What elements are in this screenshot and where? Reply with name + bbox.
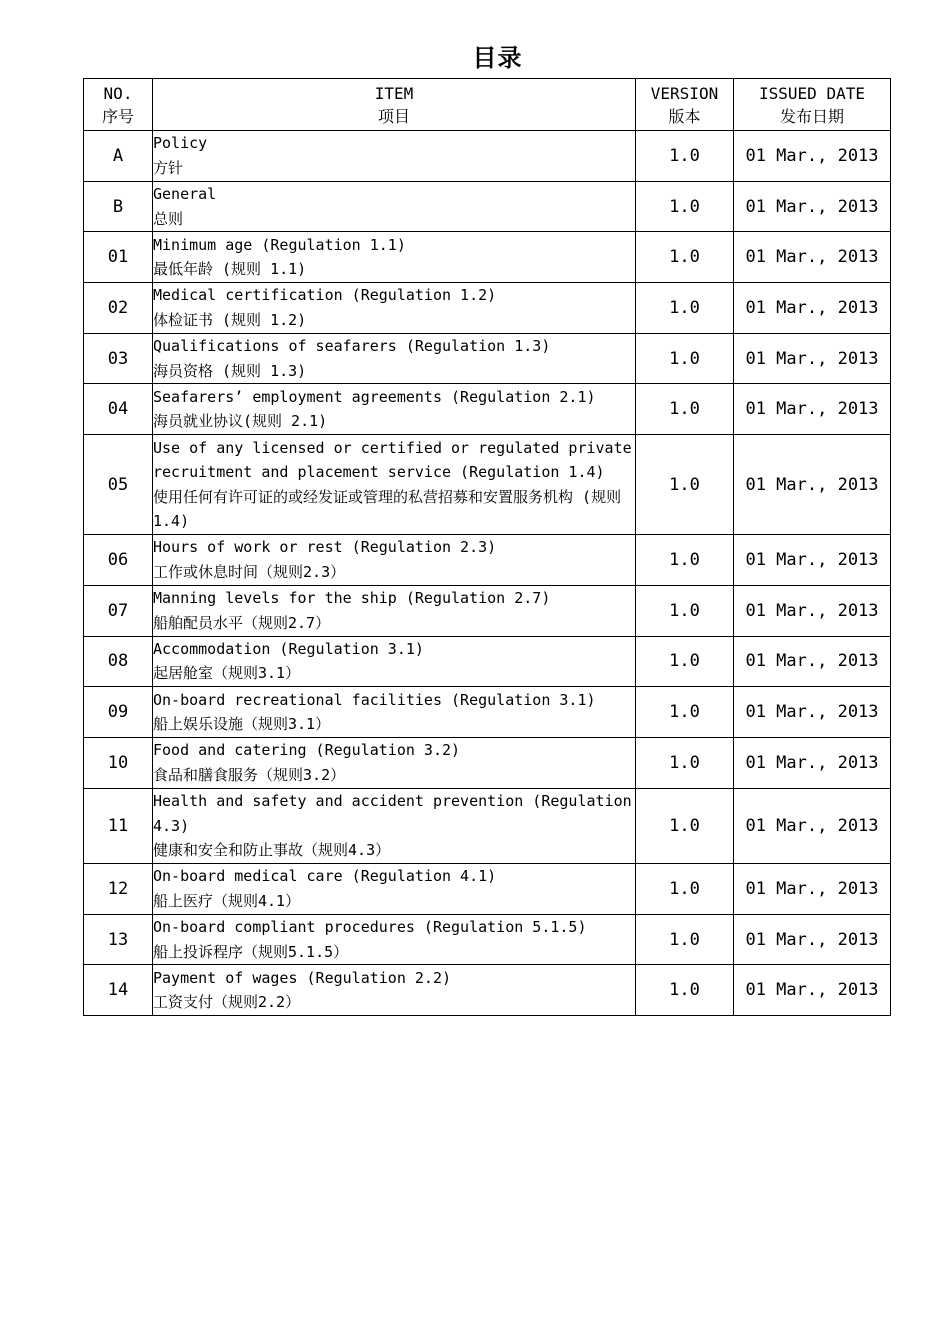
item-title-zh: 起居舱室（规则3.1）: [153, 664, 301, 683]
page-title: 目录: [472, 44, 523, 72]
item-title-zh: 船上娱乐设施（规则3.1）: [153, 715, 331, 734]
table-row: [84, 687, 891, 738]
row-number: 09: [84, 687, 153, 738]
row-issued-date: 01 Mar., 2013: [734, 283, 891, 334]
item-title-zh: 船上投诉程序（规则5.1.5）: [153, 942, 349, 961]
item-title-en: Manning levels for the ship (Regulation 2.7): [153, 589, 551, 608]
row-version: 1.0: [636, 333, 734, 384]
row-item: [153, 333, 636, 384]
item-title-zh: 体检证书 (规则 1.2): [153, 310, 307, 329]
row-issued-date: 01 Mar., 2013: [734, 585, 891, 636]
row-version: 1.0: [636, 181, 734, 232]
table-row: [84, 333, 891, 384]
row-item: [153, 283, 636, 334]
item-title-zh: 船上医疗（规则4.1）: [153, 891, 301, 910]
item-title-zh: 食品和膳食服务（规则3.2）: [153, 765, 346, 784]
row-issued-date: 01 Mar., 2013: [734, 914, 891, 965]
row-number: 06: [84, 535, 153, 586]
row-issued-date: 01 Mar., 2013: [734, 965, 891, 1016]
item-title-en: Food and catering (Regulation 3.2): [153, 741, 461, 760]
row-item: [153, 232, 636, 283]
row-item: [153, 914, 636, 965]
table-row: [84, 737, 891, 788]
row-issued-date: 01 Mar., 2013: [734, 687, 891, 738]
item-title-en: Hours of work or rest (Regulation 2.3): [153, 538, 497, 557]
row-version: 1.0: [636, 636, 734, 687]
header-version: VERSION 版本: [636, 79, 734, 131]
row-issued-date: 01 Mar., 2013: [734, 435, 891, 535]
table-row: [84, 435, 891, 535]
table-row: [84, 181, 891, 232]
row-number: 01: [84, 232, 153, 283]
table-body: [84, 131, 891, 1016]
row-number: A: [84, 131, 153, 182]
row-version: 1.0: [636, 535, 734, 586]
item-title-en: Medical certification (Regulation 1.2): [153, 286, 497, 305]
row-version: 1.0: [636, 687, 734, 738]
row-version: 1.0: [636, 914, 734, 965]
row-number: B: [84, 181, 153, 232]
row-issued-date: 01 Mar., 2013: [734, 788, 891, 864]
row-number: 13: [84, 914, 153, 965]
row-number: 07: [84, 585, 153, 636]
row-item: [153, 636, 636, 687]
item-title-en: Minimum age (Regulation 1.1): [153, 235, 406, 254]
row-version: 1.0: [636, 965, 734, 1016]
table-row: [84, 864, 891, 915]
row-issued-date: 01 Mar., 2013: [734, 131, 891, 182]
row-number: 05: [84, 435, 153, 535]
row-number: 03: [84, 333, 153, 384]
item-title-en: Payment of wages (Regulation 2.2): [153, 968, 452, 987]
item-title-zh: 使用任何有许可证的或经发证或管理的私营招募和安置服务机构 (规则 1.4): [153, 487, 631, 531]
item-title-en: Seafarers’ employment agreements (Regulation 2.1): [153, 387, 596, 406]
row-item: [153, 535, 636, 586]
row-item: [153, 687, 636, 738]
row-issued-date: 01 Mar., 2013: [734, 384, 891, 435]
item-title-en: On-board compliant procedures (Regulation 5.1.5): [153, 918, 587, 937]
item-title-zh: 海员资格 (规则 1.3): [153, 361, 307, 380]
table-row: [84, 232, 891, 283]
item-title-en: Health and safety and accident prevention (Regulation 4.3): [153, 792, 641, 835]
row-version: 1.0: [636, 864, 734, 915]
table-row: [84, 788, 891, 864]
item-title-zh: 船舶配员水平（规则2.7）: [153, 613, 331, 632]
header-no: NO. 序号: [84, 79, 153, 131]
row-issued-date: 01 Mar., 2013: [734, 864, 891, 915]
item-title-zh: 工资支付（规则2.2）: [153, 993, 301, 1012]
row-number: 08: [84, 636, 153, 687]
row-number: 12: [84, 864, 153, 915]
row-item: [153, 181, 636, 232]
row-item: [153, 737, 636, 788]
row-version: 1.0: [636, 435, 734, 535]
table-row: [84, 965, 891, 1016]
item-title-en: Use of any licensed or certified or regulated private recruitment and placement service (Regulation 1.4): [153, 438, 641, 482]
row-number: 14: [84, 965, 153, 1016]
item-title-en: Accommodation (Regulation 3.1): [153, 639, 424, 658]
table-row: [84, 131, 891, 182]
table-row: [84, 636, 891, 687]
row-issued-date: 01 Mar., 2013: [734, 333, 891, 384]
row-item: [153, 384, 636, 435]
row-version: 1.0: [636, 384, 734, 435]
row-item: [153, 864, 636, 915]
row-issued-date: 01 Mar., 2013: [734, 181, 891, 232]
table-row: [84, 384, 891, 435]
header-item: ITEM 项目: [153, 79, 636, 131]
table-header-row: [84, 79, 891, 131]
item-title-zh: 工作或休息时间（规则2.3）: [153, 562, 346, 581]
item-title-en: General: [153, 185, 217, 204]
item-title-zh: 方针: [153, 158, 184, 177]
item-title-zh: 海员就业协议(规则 2.1): [153, 412, 328, 431]
row-issued-date: 01 Mar., 2013: [734, 737, 891, 788]
row-version: 1.0: [636, 788, 734, 864]
row-version: 1.0: [636, 283, 734, 334]
item-title-zh: 总则: [153, 209, 184, 228]
item-title-en: Qualifications of seafarers (Regulation 1.3): [153, 337, 551, 356]
row-version: 1.0: [636, 585, 734, 636]
row-issued-date: 01 Mar., 2013: [734, 535, 891, 586]
row-item: [153, 788, 641, 864]
header-issued-date: ISSUED DATE 发布日期: [734, 79, 891, 131]
item-title-en: On-board medical care (Regulation 4.1): [153, 867, 497, 886]
row-number: 04: [84, 384, 153, 435]
contents-table: [83, 78, 891, 1016]
table-row: [84, 283, 891, 334]
row-number: 11: [84, 788, 153, 864]
item-title-zh: 健康和安全和防止事故（规则4.3）: [153, 841, 391, 860]
row-number: 10: [84, 737, 153, 788]
table-row: [84, 914, 891, 965]
row-version: 1.0: [636, 131, 734, 182]
row-item: [153, 435, 641, 535]
row-version: 1.0: [636, 737, 734, 788]
row-version: 1.0: [636, 232, 734, 283]
row-item: [153, 585, 636, 636]
row-item: [153, 965, 636, 1016]
row-item: [153, 131, 636, 182]
item-title-en: On-board recreational facilities (Regulation 3.1): [153, 690, 596, 709]
table-row: [84, 535, 891, 586]
row-issued-date: 01 Mar., 2013: [734, 636, 891, 687]
item-title-en: Policy: [153, 134, 208, 153]
item-title-zh: 最低年龄 (规则 1.1): [153, 260, 307, 279]
table-row: [84, 585, 891, 636]
row-issued-date: 01 Mar., 2013: [734, 232, 891, 283]
row-number: 02: [84, 283, 153, 334]
